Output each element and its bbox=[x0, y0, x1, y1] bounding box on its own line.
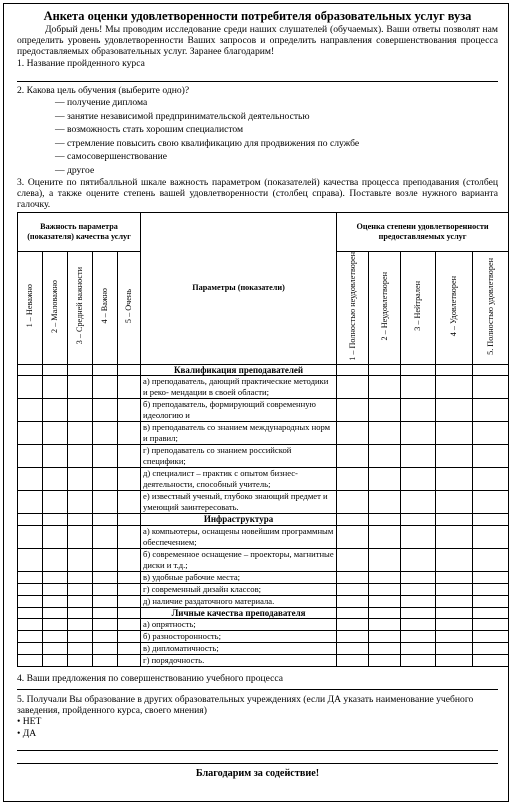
satisfaction-cell[interactable] bbox=[436, 468, 473, 491]
satisfaction-cell[interactable] bbox=[473, 607, 509, 619]
importance-cell[interactable] bbox=[43, 595, 68, 607]
goal-option[interactable]: — занятие независимой предпринимательской деятельностью bbox=[55, 110, 498, 124]
thanks-text: Благодарим за содействие! bbox=[195, 768, 320, 779]
satisfaction-cell[interactable] bbox=[401, 655, 436, 667]
satisfaction-cell[interactable] bbox=[473, 399, 509, 422]
importance-cell[interactable] bbox=[18, 514, 43, 526]
importance-cell[interactable] bbox=[118, 655, 141, 667]
satisfaction-cell[interactable] bbox=[401, 525, 436, 548]
rating-table bbox=[17, 212, 509, 668]
goal-option[interactable]: — возможность стать хорошим специалистом bbox=[55, 123, 498, 137]
importance-cell[interactable] bbox=[118, 548, 141, 571]
parameter-label: д) наличие раздаточного материала. bbox=[141, 595, 337, 607]
importance-cell[interactable] bbox=[118, 376, 141, 399]
satisfaction-cell[interactable] bbox=[337, 399, 369, 422]
satisfaction-level-3: 3 – Нейтрален bbox=[401, 251, 436, 364]
importance-cell[interactable] bbox=[43, 643, 68, 655]
satisfaction-cell[interactable] bbox=[401, 607, 436, 619]
satisfaction-cell[interactable] bbox=[436, 422, 473, 445]
satisfaction-cell[interactable] bbox=[401, 643, 436, 655]
satisfaction-cell[interactable] bbox=[401, 445, 436, 468]
question-4: 4. Ваши предложения по совершенствованию учебного процесса bbox=[17, 673, 284, 685]
section-title: Личные качества преподавателя bbox=[141, 607, 337, 619]
importance-level-3: 3 – Средней важности bbox=[68, 251, 93, 364]
satisfaction-cell[interactable] bbox=[401, 399, 436, 422]
importance-cell[interactable] bbox=[118, 445, 141, 468]
satisfaction-cell[interactable] bbox=[436, 631, 473, 643]
importance-cell[interactable] bbox=[18, 468, 43, 491]
answer-line-q1[interactable] bbox=[17, 69, 498, 82]
question-1: 1. Название пройденного курса bbox=[17, 57, 145, 69]
importance-cell[interactable] bbox=[43, 399, 68, 422]
importance-cell[interactable] bbox=[68, 422, 93, 445]
goal-option[interactable]: — стремление повысить свою квалификацию для продвижения по службе bbox=[55, 137, 498, 151]
importance-cell[interactable] bbox=[43, 525, 68, 548]
importance-cell[interactable] bbox=[18, 643, 43, 655]
importance-cell[interactable] bbox=[68, 399, 93, 422]
importance-cell[interactable] bbox=[93, 643, 118, 655]
satisfaction-level-4: 4 – Удовлетворен bbox=[436, 251, 473, 364]
parameter-label: г) порядочность. bbox=[141, 655, 337, 667]
satisfaction-cell[interactable] bbox=[337, 468, 369, 491]
satisfaction-cell[interactable] bbox=[473, 643, 509, 655]
importance-cell[interactable] bbox=[93, 422, 118, 445]
importance-cell[interactable] bbox=[93, 595, 118, 607]
importance-cell[interactable] bbox=[68, 548, 93, 571]
satisfaction-cell[interactable] bbox=[337, 491, 369, 514]
satisfaction-level-1: 1 – Полностью неудовлетворен bbox=[337, 251, 369, 364]
importance-cell[interactable] bbox=[68, 525, 93, 548]
satisfaction-cell[interactable] bbox=[369, 643, 401, 655]
importance-cell[interactable] bbox=[68, 468, 93, 491]
goal-options bbox=[17, 96, 498, 177]
importance-cell[interactable] bbox=[68, 376, 93, 399]
satisfaction-cell[interactable] bbox=[337, 525, 369, 548]
satisfaction-cell[interactable] bbox=[369, 607, 401, 619]
satisfaction-cell[interactable] bbox=[473, 655, 509, 667]
satisfaction-cell[interactable] bbox=[369, 445, 401, 468]
importance-cell[interactable] bbox=[18, 399, 43, 422]
importance-cell[interactable] bbox=[93, 445, 118, 468]
satisfaction-cell[interactable] bbox=[473, 548, 509, 571]
question-5: 5. Получали Вы образование в других образовательных учреждениях (если ДА указать наименование учебного заведения, пройденного курса, своего мнения) bbox=[17, 693, 474, 716]
satisfaction-cell[interactable] bbox=[473, 631, 509, 643]
parameter-label: д) специалист – практик с опытом бизнес-деятельности, способный учитель; bbox=[141, 468, 337, 491]
importance-cell[interactable] bbox=[43, 655, 68, 667]
satisfaction-cell[interactable] bbox=[401, 422, 436, 445]
satisfaction-cell[interactable] bbox=[337, 548, 369, 571]
parameter-label: а) преподаватель, дающий практические методики и реко- мендации в своей области; bbox=[141, 376, 337, 399]
importance-cell[interactable] bbox=[68, 655, 93, 667]
importance-cell[interactable] bbox=[18, 445, 43, 468]
importance-level-2: 2 – Маловажно bbox=[43, 251, 68, 364]
satisfaction-cell[interactable] bbox=[436, 376, 473, 399]
satisfaction-level-2: 2 – Неудовлетворен bbox=[369, 251, 401, 364]
page-title: Анкета оценки удовлетворенности потребителя образовательных услуг вуза bbox=[43, 9, 472, 23]
importance-cell[interactable] bbox=[43, 514, 68, 526]
satisfaction-cell[interactable] bbox=[473, 619, 509, 631]
satisfaction-cell[interactable] bbox=[369, 491, 401, 514]
satisfaction-cell[interactable] bbox=[369, 422, 401, 445]
parameter-label: б) современное оснащение – проекторы, магнитные диски и т.д.; bbox=[141, 548, 337, 571]
satisfaction-cell[interactable] bbox=[337, 376, 369, 399]
importance-cell[interactable] bbox=[18, 548, 43, 571]
importance-cell[interactable] bbox=[68, 514, 93, 526]
importance-cell[interactable] bbox=[43, 607, 68, 619]
satisfaction-cell[interactable] bbox=[337, 607, 369, 619]
satisfaction-cell[interactable] bbox=[473, 514, 509, 526]
importance-cell[interactable] bbox=[43, 445, 68, 468]
importance-cell[interactable] bbox=[93, 364, 118, 376]
satisfaction-cell[interactable] bbox=[337, 643, 369, 655]
importance-cell[interactable] bbox=[43, 571, 68, 583]
importance-cell[interactable] bbox=[68, 571, 93, 583]
importance-cell[interactable] bbox=[118, 364, 141, 376]
importance-cell[interactable] bbox=[93, 619, 118, 631]
importance-cell[interactable] bbox=[68, 607, 93, 619]
satisfaction-cell[interactable] bbox=[337, 655, 369, 667]
satisfaction-cell[interactable] bbox=[369, 655, 401, 667]
satisfaction-cell[interactable] bbox=[473, 468, 509, 491]
importance-cell[interactable] bbox=[118, 619, 141, 631]
importance-cell[interactable] bbox=[43, 468, 68, 491]
question-2: 2. Какова цель обучения (выберите одно)? bbox=[17, 84, 190, 96]
importance-cell[interactable] bbox=[118, 607, 141, 619]
parameters-header: Параметры (показатели) bbox=[141, 212, 337, 364]
satisfaction-cell[interactable] bbox=[436, 595, 473, 607]
importance-cell[interactable] bbox=[93, 631, 118, 643]
satisfaction-cell[interactable] bbox=[436, 619, 473, 631]
satisfaction-cell[interactable] bbox=[436, 548, 473, 571]
answer-line-q5a[interactable] bbox=[17, 740, 498, 751]
parameter-label: б) преподаватель, формирующий современную идеологию и bbox=[141, 399, 337, 422]
importance-cell[interactable] bbox=[68, 595, 93, 607]
importance-cell[interactable] bbox=[68, 445, 93, 468]
satisfaction-cell[interactable] bbox=[337, 631, 369, 643]
importance-cell[interactable] bbox=[43, 376, 68, 399]
satisfaction-cell[interactable] bbox=[401, 468, 436, 491]
satisfaction-cell[interactable] bbox=[337, 595, 369, 607]
question-3: 3. Оцените по пятибалльной шкале важность параметром (показателей) качества процесса преподавания (столбец слева), а также оцените степень вашей удовлетворенности (столбец справа). Поставьте возле нужного варианта галочку. bbox=[17, 177, 498, 211]
parameter-label: г) преподаватель со знанием российской специфики; bbox=[141, 445, 337, 468]
parameter-label: б) разносторонность; bbox=[141, 631, 337, 643]
satisfaction-cell[interactable] bbox=[436, 399, 473, 422]
importance-cell[interactable] bbox=[18, 364, 43, 376]
satisfaction-cell[interactable] bbox=[401, 595, 436, 607]
goal-option[interactable]: — самосовершенствование bbox=[55, 150, 498, 164]
satisfaction-cell[interactable] bbox=[369, 583, 401, 595]
satisfaction-cell[interactable] bbox=[473, 422, 509, 445]
parameter-label: в) дипломатичность; bbox=[141, 643, 337, 655]
importance-header: Важность параметра (показателя) качества услуг bbox=[18, 212, 141, 251]
importance-cell[interactable] bbox=[93, 571, 118, 583]
importance-cell[interactable] bbox=[118, 571, 141, 583]
importance-cell[interactable] bbox=[68, 364, 93, 376]
satisfaction-cell[interactable] bbox=[473, 571, 509, 583]
satisfaction-cell[interactable] bbox=[337, 364, 369, 376]
satisfaction-cell[interactable] bbox=[369, 571, 401, 583]
satisfaction-cell[interactable] bbox=[337, 571, 369, 583]
intro-text: Добрый день! Мы проводим исследование среди наших слушателей (обучаемых). Ваши ответы позволят нам определить уровень удовлетворенности Ваших запросов и определить направления совершенствования процесса предоставляемых образовательных услуг. Заранее благодарим! bbox=[17, 24, 498, 58]
section-title: Квалификация преподавателей bbox=[141, 364, 337, 376]
importance-cell[interactable] bbox=[118, 468, 141, 491]
satisfaction-cell[interactable] bbox=[473, 583, 509, 595]
satisfaction-cell[interactable] bbox=[401, 491, 436, 514]
importance-cell[interactable] bbox=[118, 514, 141, 526]
option-no[interactable]: • НЕТ bbox=[17, 716, 42, 727]
importance-level-4: 4 – Важно bbox=[93, 251, 118, 364]
satisfaction-cell[interactable] bbox=[337, 445, 369, 468]
importance-cell[interactable] bbox=[93, 548, 118, 571]
satisfaction-cell[interactable] bbox=[369, 619, 401, 631]
importance-cell[interactable] bbox=[118, 631, 141, 643]
parameter-label: е) известный ученый, глубоко знающий предмет и умеющий заинтересовать. bbox=[141, 491, 337, 514]
importance-cell[interactable] bbox=[18, 525, 43, 548]
satisfaction-cell[interactable] bbox=[337, 422, 369, 445]
satisfaction-cell[interactable] bbox=[401, 376, 436, 399]
importance-cell[interactable] bbox=[43, 491, 68, 514]
importance-cell[interactable] bbox=[68, 619, 93, 631]
importance-cell[interactable] bbox=[118, 525, 141, 548]
option-yes[interactable]: • ДА bbox=[17, 728, 37, 739]
importance-cell[interactable] bbox=[43, 583, 68, 595]
satisfaction-cell[interactable] bbox=[401, 583, 436, 595]
parameter-label: а) опрятность; bbox=[141, 619, 337, 631]
importance-cell[interactable] bbox=[18, 655, 43, 667]
satisfaction-cell[interactable] bbox=[369, 631, 401, 643]
satisfaction-cell[interactable] bbox=[436, 525, 473, 548]
importance-level-1: 1 – Неважно bbox=[18, 251, 43, 364]
importance-cell[interactable] bbox=[68, 643, 93, 655]
importance-cell[interactable] bbox=[18, 595, 43, 607]
importance-cell[interactable] bbox=[93, 399, 118, 422]
satisfaction-cell[interactable] bbox=[436, 583, 473, 595]
importance-cell[interactable] bbox=[43, 364, 68, 376]
satisfaction-header: Оценка степени удовлетворенности предоставляемых услуг bbox=[337, 212, 509, 251]
satisfaction-cell[interactable] bbox=[436, 364, 473, 376]
satisfaction-cell[interactable] bbox=[436, 643, 473, 655]
satisfaction-cell[interactable] bbox=[369, 364, 401, 376]
satisfaction-cell[interactable] bbox=[369, 525, 401, 548]
satisfaction-level-5: 5. Полностью удовлетворен bbox=[473, 251, 509, 364]
importance-cell[interactable] bbox=[18, 607, 43, 619]
importance-cell[interactable] bbox=[118, 422, 141, 445]
satisfaction-cell[interactable] bbox=[369, 399, 401, 422]
satisfaction-cell[interactable] bbox=[369, 548, 401, 571]
importance-cell[interactable] bbox=[93, 468, 118, 491]
importance-cell[interactable] bbox=[118, 399, 141, 422]
satisfaction-cell[interactable] bbox=[436, 607, 473, 619]
importance-cell[interactable] bbox=[18, 422, 43, 445]
satisfaction-cell[interactable] bbox=[436, 445, 473, 468]
importance-cell[interactable] bbox=[93, 376, 118, 399]
importance-cell[interactable] bbox=[43, 548, 68, 571]
satisfaction-cell[interactable] bbox=[401, 364, 436, 376]
satisfaction-cell[interactable] bbox=[369, 376, 401, 399]
importance-cell[interactable] bbox=[68, 583, 93, 595]
importance-cell[interactable] bbox=[18, 376, 43, 399]
satisfaction-cell[interactable] bbox=[473, 595, 509, 607]
importance-cell[interactable] bbox=[93, 607, 118, 619]
importance-cell[interactable] bbox=[68, 491, 93, 514]
satisfaction-cell[interactable] bbox=[337, 514, 369, 526]
importance-cell[interactable] bbox=[18, 571, 43, 583]
importance-cell[interactable] bbox=[18, 583, 43, 595]
answer-line-q4[interactable] bbox=[17, 685, 498, 690]
satisfaction-cell[interactable] bbox=[436, 571, 473, 583]
satisfaction-cell[interactable] bbox=[401, 514, 436, 526]
satisfaction-cell[interactable] bbox=[436, 514, 473, 526]
satisfaction-cell[interactable] bbox=[369, 595, 401, 607]
importance-level-5: 5 – Очень bbox=[118, 251, 141, 364]
importance-cell[interactable] bbox=[93, 514, 118, 526]
importance-cell[interactable] bbox=[118, 491, 141, 514]
goal-option[interactable]: — другое bbox=[55, 164, 498, 178]
satisfaction-cell[interactable] bbox=[473, 491, 509, 514]
satisfaction-cell[interactable] bbox=[401, 619, 436, 631]
satisfaction-cell[interactable] bbox=[369, 514, 401, 526]
satisfaction-cell[interactable] bbox=[436, 655, 473, 667]
importance-cell[interactable] bbox=[118, 643, 141, 655]
satisfaction-cell[interactable] bbox=[401, 571, 436, 583]
importance-cell[interactable] bbox=[93, 491, 118, 514]
survey-form bbox=[3, 3, 509, 802]
parameter-label: в) удобные рабочие места; bbox=[141, 571, 337, 583]
importance-cell[interactable] bbox=[93, 583, 118, 595]
importance-cell[interactable] bbox=[43, 619, 68, 631]
parameter-label: в) преподаватель со знанием международных норм и правил; bbox=[141, 422, 337, 445]
importance-cell[interactable] bbox=[18, 619, 43, 631]
importance-cell[interactable] bbox=[18, 491, 43, 514]
satisfaction-cell[interactable] bbox=[401, 548, 436, 571]
satisfaction-cell[interactable] bbox=[473, 376, 509, 399]
satisfaction-cell[interactable] bbox=[337, 583, 369, 595]
answer-line-q5b[interactable] bbox=[17, 751, 498, 764]
section-title: Инфраструктура bbox=[141, 514, 337, 526]
parameter-label: а) компьютеры, оснащены новейшим программным обеспечением; bbox=[141, 525, 337, 548]
goal-option[interactable]: — получение диплома bbox=[55, 96, 498, 110]
importance-cell[interactable] bbox=[93, 655, 118, 667]
importance-cell[interactable] bbox=[93, 525, 118, 548]
satisfaction-cell[interactable] bbox=[436, 491, 473, 514]
importance-cell[interactable] bbox=[43, 422, 68, 445]
satisfaction-cell[interactable] bbox=[337, 619, 369, 631]
satisfaction-cell[interactable] bbox=[473, 445, 509, 468]
importance-cell[interactable] bbox=[118, 583, 141, 595]
importance-cell[interactable] bbox=[118, 595, 141, 607]
importance-cell[interactable] bbox=[43, 631, 68, 643]
importance-cell[interactable] bbox=[68, 631, 93, 643]
importance-cell[interactable] bbox=[18, 631, 43, 643]
satisfaction-cell[interactable] bbox=[473, 364, 509, 376]
satisfaction-cell[interactable] bbox=[473, 525, 509, 548]
parameter-label: г) современный дизайн классов; bbox=[141, 583, 337, 595]
satisfaction-cell[interactable] bbox=[401, 631, 436, 643]
satisfaction-cell[interactable] bbox=[369, 468, 401, 491]
